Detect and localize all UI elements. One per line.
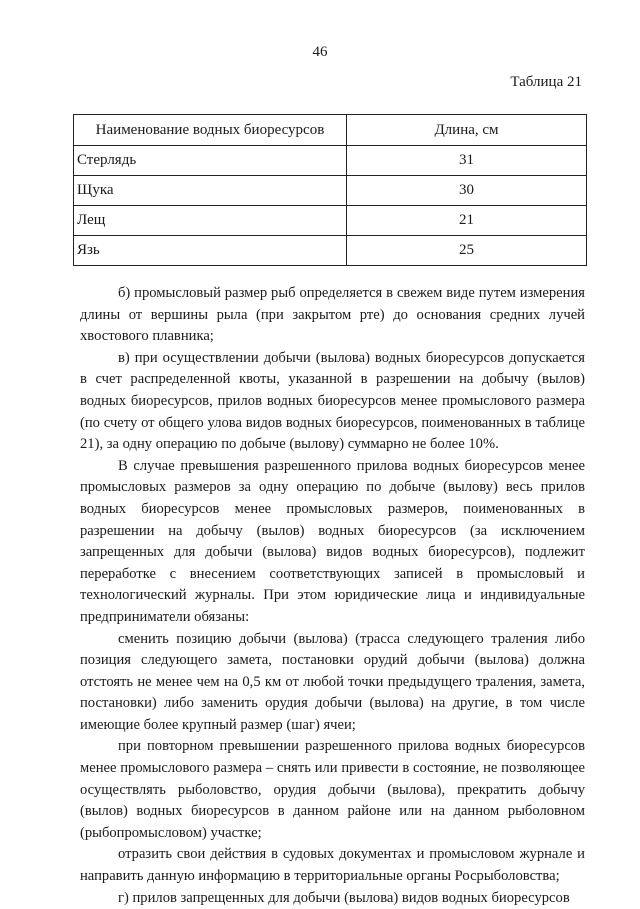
species-length: 25	[347, 236, 587, 266]
table-header-row	[74, 115, 587, 146]
body-text	[80, 283, 585, 909]
table-caption: Таблица 21	[510, 74, 582, 90]
species-name: Стерлядь	[74, 146, 347, 176]
paragraph-g: г) прилов запрещенных для добычи (вылова) видов водных биоресурсов	[118, 889, 570, 906]
species-length: 30	[347, 176, 587, 206]
column-header-length: Длина, см	[347, 115, 587, 146]
paragraph-change-position: сменить позицию добычи (вылова) (трасса следующего траления либо позиция следующего замета, постановки орудий добычи (вылова) должна отстоять не менее чем на 0,5 км от любой точки предыдущего траления, замета, постановки) либо заменить орудия добычи (вылова) на другие, в том числе имеющие более крупный размер (шаг) ячеи;	[80, 630, 585, 733]
paragraph-b: б) промысловый размер рыб определяется в свежем виде путем измерения длины от вершины рыла (при закрытом рте) до основания средних лучей хвостового плавника;	[80, 285, 585, 345]
species-length: 31	[347, 146, 587, 176]
species-name: Щука	[74, 176, 347, 206]
table-row	[74, 236, 587, 266]
table-row	[74, 176, 587, 206]
table-row	[74, 146, 587, 176]
paragraph-excess: В случае превышения разрешенного прилова водных биоресурсов менее промысловых размеров за одну операцию по добыче (вылову) весь прилов водных биоресурсов менее промысловых размеров, поименованных в разрешении на добычу (вылов) водных биоресурсов (за исключением запрещенных для добычи (вылова) видов водных биоресурсов), подлежит переработке с внесением соответствующих записей в промысловый и технологический журналы. При этом юридические лица и индивидуальные предприниматели обязаны:	[80, 457, 585, 625]
paragraph-v: в) при осуществлении добычи (вылова) водных биоресурсов допускается в счет распределенной квоты, указанной в разрешении на добычу (вылов) водных биоресурсов, прилов водных биоресурсов менее промыслового размера (по счету от общего улова видов водных биоресурсов, поименованных в таблице 21), за одну операцию по добыче (вылову) суммарно не более 10%.	[80, 349, 585, 453]
paragraph-repeat-excess: при повторном превышении разрешенного прилова водных биоресурсов менее промыслового размера – снять или привести в состояние, не позволяющее осуществлять рыболовство, орудия добычи (вылова), прекратить добычу (вылов) водных биоресурсов в данном районе или на данном рыболовном (рыбопромысловом) участке;	[80, 738, 585, 841]
species-name: Язь	[74, 236, 347, 266]
column-header-name: Наименование водных биоресурсов	[74, 115, 347, 146]
page-number: 46	[312, 44, 328, 60]
table-row	[74, 206, 587, 236]
bioresources-table	[73, 114, 587, 266]
species-name: Лещ	[74, 206, 347, 236]
species-length: 21	[347, 206, 587, 236]
paragraph-record-actions: отразить свои действия в судовых документах и промысловом журнале и направить данную информацию в территориальные органы Росрыболовства;	[80, 846, 585, 885]
